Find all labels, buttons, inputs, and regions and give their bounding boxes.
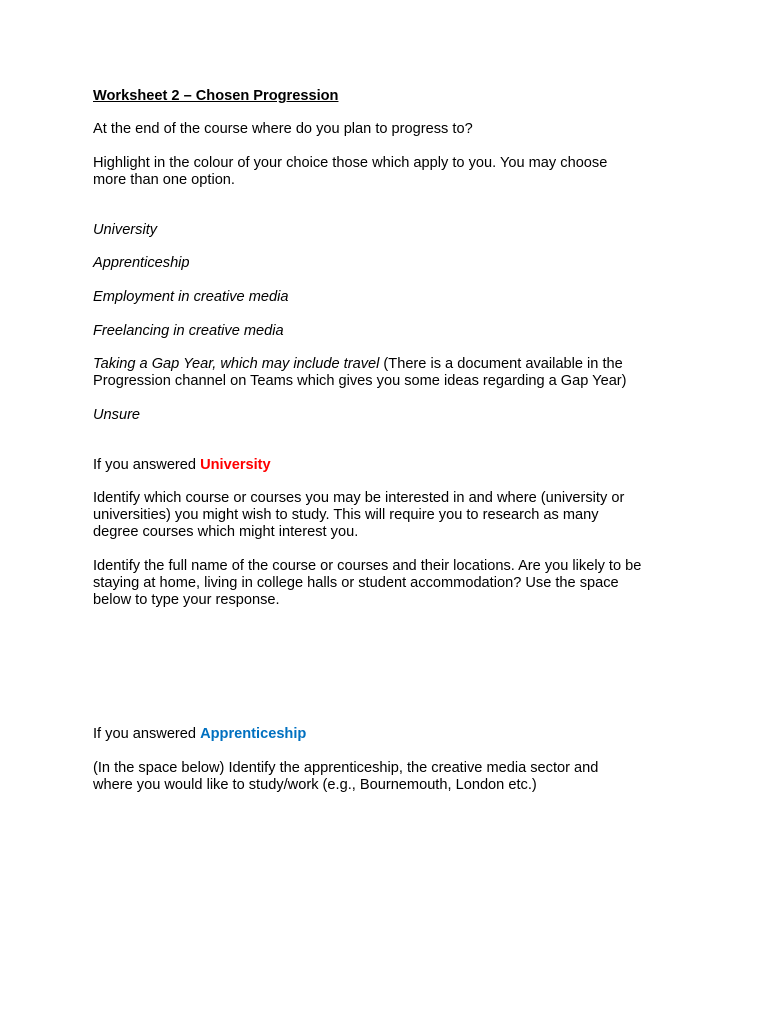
option-employment: Employment in creative media <box>93 289 289 305</box>
university-heading-prefix: If you answered <box>93 457 201 473</box>
option-gap-year-note-line-2: Progression channel on Teams which gives you some ideas regarding a Gap Year) <box>93 373 627 389</box>
option-gap-year <box>93 356 623 373</box>
option-freelancing: Freelancing in creative media <box>93 323 284 339</box>
university-keyword: University <box>200 457 271 473</box>
progression-question: At the end of the course where do you plan to progress to? <box>93 121 473 137</box>
option-university: University <box>93 222 158 238</box>
option-gap-year-note: (There is a document available in the <box>379 356 623 372</box>
apprenticeship-keyword: Apprenticeship <box>200 726 307 742</box>
apprenticeship-para-line-1: (In the space below) Identify the apprenticeship, the creative media sector and <box>93 760 599 776</box>
university-para1-line-3: degree courses which might interest you. <box>93 524 359 540</box>
university-para1-line-2: universities) you might wish to study. This will require you to research as many <box>93 507 599 523</box>
university-para2-line-1: Identify the full name of the course or courses and their locations. Are you likely to be <box>93 558 642 574</box>
option-gap-year-label: Taking a Gap Year, which may include travel <box>93 356 380 372</box>
university-heading <box>93 457 271 474</box>
apprenticeship-heading <box>93 726 306 743</box>
option-apprenticeship: Apprenticeship <box>93 255 190 271</box>
apprenticeship-heading-prefix: If you answered <box>93 726 201 742</box>
option-unsure: Unsure <box>93 407 141 423</box>
instruction-line-1: Highlight in the colour of your choice those which apply to you. You may choose <box>93 155 608 171</box>
university-para1-line-1: Identify which course or courses you may be interested in and where (university or <box>93 490 625 506</box>
apprenticeship-para-line-2: where you would like to study/work (e.g., Bournemouth, London etc.) <box>93 777 537 793</box>
worksheet-title: Worksheet 2 – Chosen Progression <box>93 88 339 104</box>
instruction-line-2: more than one option. <box>93 172 235 188</box>
university-para2-line-2: staying at home, living in college halls or student accommodation? Use the space <box>93 575 619 591</box>
university-para2-line-3: below to type your response. <box>93 592 280 608</box>
